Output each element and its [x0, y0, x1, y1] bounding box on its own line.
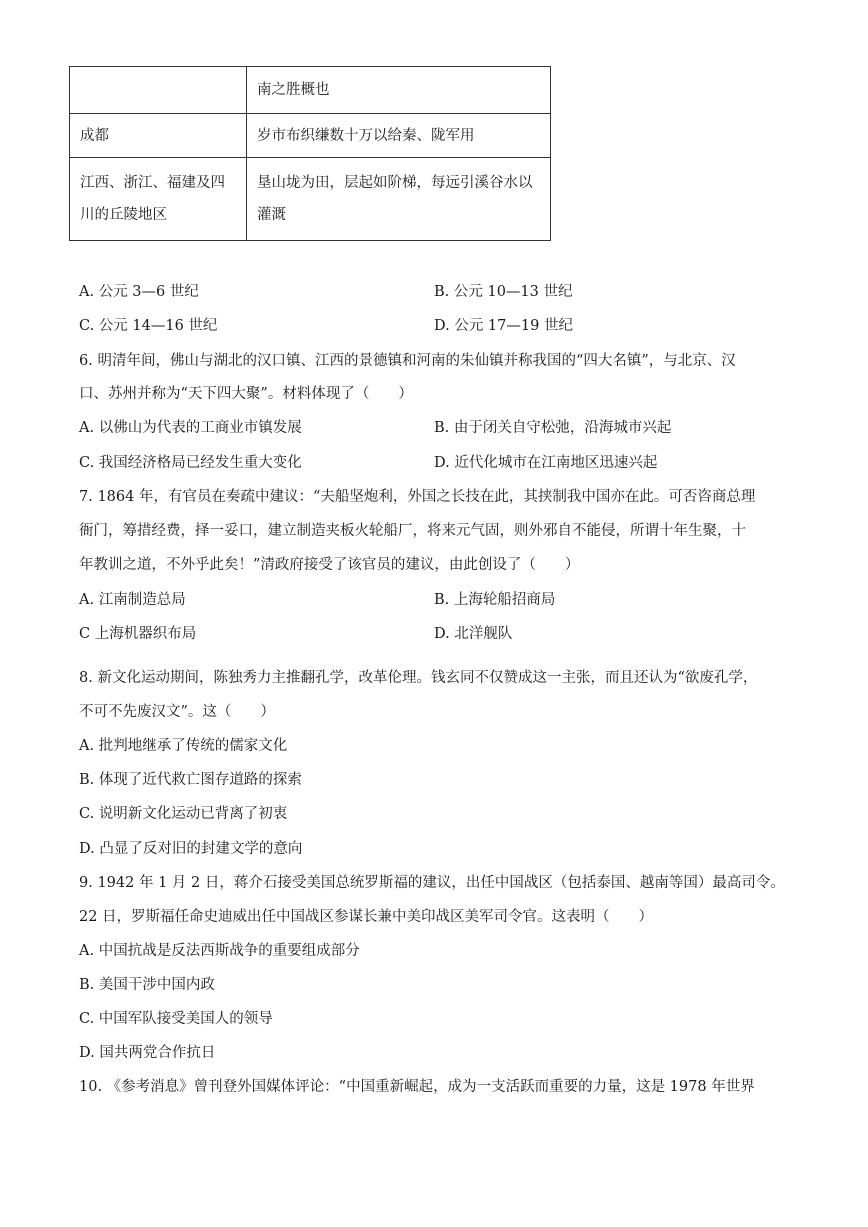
q6-stem-line: 口、苏州并称为“天下四大聚”。材料体现了（ ）: [79, 386, 413, 402]
q9-option-c[interactable]: C. 中国军队接受美国人的领导: [79, 1011, 273, 1027]
description-cell: 垦山垅为田，层起如阶梯，每远引溪谷水以 灌溉: [247, 158, 551, 241]
q5-option-b[interactable]: B. 公元 10—13 世纪: [434, 284, 573, 300]
table-row: [70, 158, 551, 241]
table-row: [70, 67, 551, 114]
q8-option-b[interactable]: B. 体现了近代救亡图存道路的探索: [79, 772, 302, 788]
q7-option-c[interactable]: C 上海机器织布局: [79, 626, 197, 642]
q7-option-d[interactable]: D. 北洋舰队: [434, 626, 513, 642]
q6-option-b[interactable]: B. 由于闭关自守松弛，沿海城市兴起: [434, 420, 672, 436]
q8-option-d[interactable]: D. 凸显了反对旧的封建文学的意向: [79, 841, 303, 857]
q9-stem-line: 9. 1942 年 1 月 2 日，蒋介石接受美国总统罗斯福的建议，出任中国战区（包括泰国、越南等国）最高司令。: [79, 875, 785, 891]
q6-stem-line: 6. 明清年间，佛山与湖北的汉口镇、江西的景德镇和河南的朱仙镇并称我国的“四大名镇”，与北京、汉: [79, 353, 736, 369]
q7-option-a[interactable]: A. 江南制造总局: [79, 592, 186, 608]
region-cell: [70, 67, 247, 114]
region-cell: 江西、浙江、福建及四 川的丘陵地区: [70, 158, 247, 241]
q9-option-b[interactable]: B. 美国干涉中国内政: [79, 977, 215, 993]
q10-stem-line: 10. 《参考消息》曾刊登外国媒体评论：“中国重新崛起，成为一支活跃而重要的力量，这是 1978 年世界: [79, 1079, 755, 1095]
q5-option-d[interactable]: D. 公元 17—19 世纪: [434, 318, 573, 334]
q7-option-b[interactable]: B. 上海轮船招商局: [434, 592, 556, 608]
q8-stem-line: 8. 新文化运动期间，陈独秀力主推翻孔学，改革伦理。钱玄同不仅赞成这一主张，而且还认为“欲废孔学，: [79, 670, 758, 686]
q6-option-d[interactable]: D. 近代化城市在江南地区迅速兴起: [434, 455, 658, 471]
q7-stem-line: 年教训之道，不外乎此矣！”清政府接受了该官员的建议，由此创设了（ ）: [79, 557, 580, 573]
q6-option-a[interactable]: A. 以佛山为代表的工商业市镇发展: [79, 420, 302, 436]
q5-option-c[interactable]: C. 公元 14—16 世纪: [79, 318, 218, 334]
q6-option-c[interactable]: C. 我国经济格局已经发生重大变化: [79, 455, 302, 471]
table-row: [70, 114, 551, 158]
q7-stem-line: 7. 1864 年，有官员在奏疏中建议：“夫船坚炮利，外国之长技在此，其挟制我中国亦在此。可否咨商总理: [79, 489, 756, 505]
q8-option-c[interactable]: C. 说明新文化运动已背离了初衷: [79, 806, 288, 822]
q9-option-a[interactable]: A. 中国抗战是反法西斯战争的重要组成部分: [79, 943, 360, 959]
q8-stem-line: 不可不先废汉文”。这（ ）: [79, 704, 275, 720]
q7-stem-line: 衙门，筹措经费，择一妥口，建立制造夹板火轮船厂，将来元气固，则外邪自不能侵，所谓十年生聚，十: [79, 523, 746, 539]
q9-option-d[interactable]: D. 国共两党合作抗日: [79, 1045, 216, 1061]
q5-option-a[interactable]: A. 公元 3—6 世纪: [79, 284, 199, 300]
q9-stem-line: 22 日，罗斯福任命史迪威出任中国战区参谋长兼中美印战区美军司令官。这表明（ ）: [79, 909, 654, 925]
description-cell: 岁市布织缣数十万以给秦、陇军用: [247, 114, 551, 158]
description-cell: 南之胜概也: [247, 67, 551, 114]
q8-option-a[interactable]: A. 批判地继承了传统的儒家文化: [79, 738, 288, 754]
regions-table: [69, 66, 551, 241]
region-cell: 成都: [70, 114, 247, 158]
